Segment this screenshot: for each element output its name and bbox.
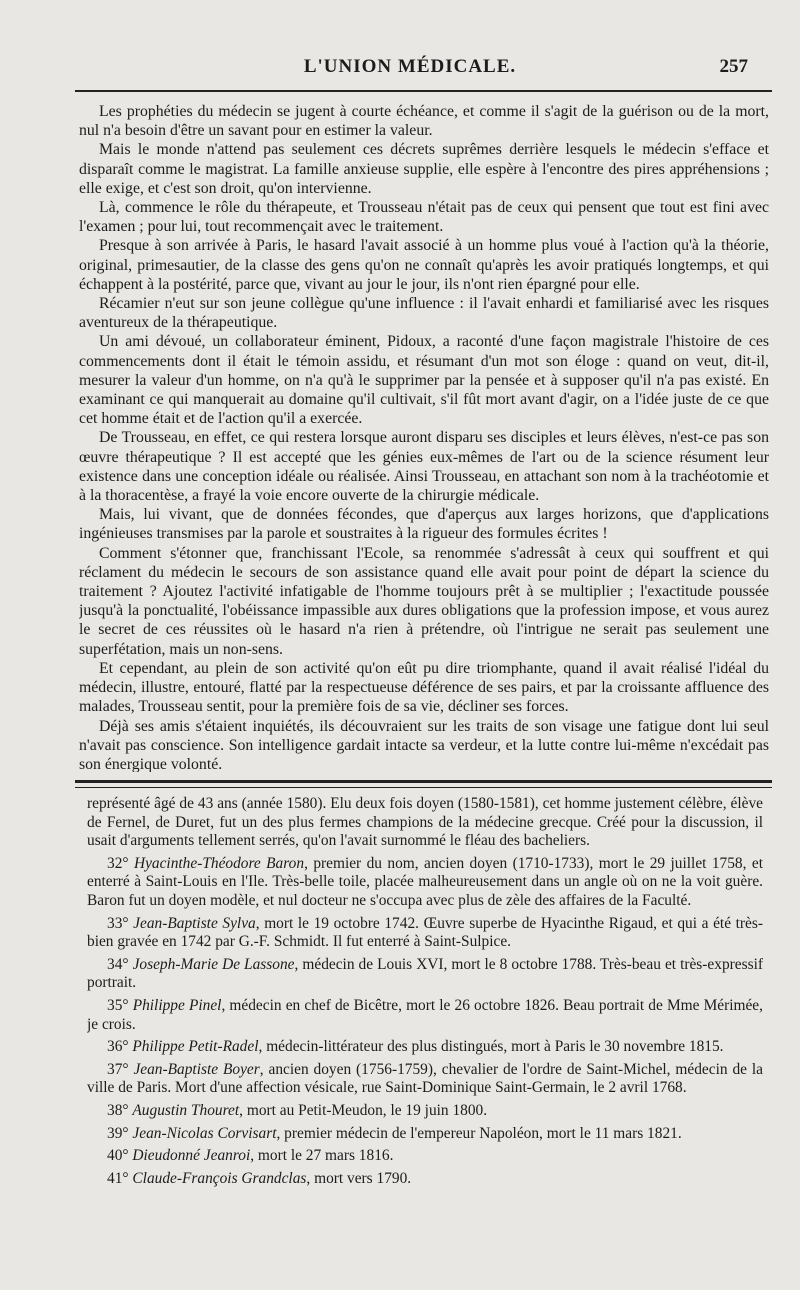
paragraph: De Trousseau, en effet, ce qui restera lorsque auront disparu ses disciples et leurs élèves, n'est-ce pas son œuvre thérapeutique ? Il est accepté que les génies eux-mêmes de l'art ou de la science résument leur existence dans une conception idéale ou réalisée. Ainsi Trousseau, en attachant son nom à la trachéotomie et à la thoracentèse, a frayé la voie encore ouverte de la chirurgie médicale. [79,429,769,505]
entry-name: Augustin Thouret [132,1101,240,1119]
paragraph: Et cependant, au plein de son activité qu'on eût pu dire triomphante, quand il avait réalisé l'idéal du médecin, illustre, entouré, flatté par la respectueuse déférence de ses pairs, et par la croissante affluence des malades, Trousseau sentit, pour la première fois de sa vie, décliner ses forces. [79,659,769,716]
paragraph: Déjà ses amis s'étaient inquiétés, ils découvraient sur les traits de son visage une fatigue dont lui seul n'avait pas conscience. Son intelligence gardait intacte sa verdeur, et la lutte contre lui-même n'excédait pas son énergique volonté. [79,717,769,772]
paragraph: Là, commence le rôle du thérapeute, et Trousseau n'était pas de ceux qui pensent que tout est fini avec l'examen ; pour lui, tout recommençait avec le traitement. [79,199,769,236]
page-number: 257 [719,56,748,77]
footnote-continuation: représenté âgé de 43 ans (année 1580). Elu deux fois doyen (1580-1581), cet homme justement célèbre, élève de Fernel, de Duret, fut un des plus fermes champions de la médecine grecque. Créé pour la discussion, il usait d'arguments tellement serrés, qu'on l'avait surnommé le fléau des bacheliers. [87,795,763,850]
footnote-entry [87,1147,763,1166]
footnote-rule-thin [75,787,772,788]
footnote-entry [87,1038,763,1057]
footnotes [87,795,763,1265]
entry-text: , mort le 19 octobre 1742. Œuvre superbe de Hyacinthe Rigaud, et qui a été très-bien gravée en 1742 par G.-F. Schmidt. Il fut enterré à Saint-Sulpice. [87,914,763,951]
entry-number: 39° [107,1124,129,1142]
entry-number: 41° [107,1169,129,1187]
entry-text: , médecin-littérateur des plus distingués, mort à Paris le 30 novembre 1815. [258,1038,724,1056]
entry-text: , mort vers 1790. [306,1169,412,1187]
paragraph: Récamier n'eut sur son jeune collègue qu'une influence : il l'avait enhardi et familiarisé avec les risques aventureux de la thérapeutique. [79,295,769,332]
entry-text: , mort au Petit-Meudon, le 19 juin 1800. [239,1101,488,1119]
footnote-rule [75,780,772,783]
footnote-entry [87,1170,763,1189]
paragraph: Les prophéties du médecin se jugent à courte échéance, et comme il s'agit de la guérison ou de la mort, nul n'a besoin d'être un savant pour en estimer la valeur. [79,103,769,140]
entry-number: 33° [107,914,129,932]
entry-name: Philippe Pinel [132,996,222,1014]
footnote-entry [87,1102,763,1121]
page-header [60,56,760,86]
footnote-entry [87,956,763,993]
header-rule [75,90,772,92]
footnote-entry [87,1125,763,1144]
entry-number: 34° [107,955,129,973]
entry-name: Hyacinthe-Théodore Baron [133,854,305,872]
entry-text: , premier médecin de l'empereur Napoléon, mort le 11 mars 1821. [276,1124,682,1142]
entry-text: , médecin de Louis XVI, mort le 8 octobre 1788. Très-beau et très-expressif portrait. [87,955,763,992]
entry-name: Jean-Baptiste Sylva [133,914,256,932]
running-title: L'UNION MÉDICALE. [303,56,517,77]
entry-number: 37° [107,1060,129,1078]
entry-name: Joseph-Marie De Lassone [132,955,295,973]
paragraph: Un ami dévoué, un collaborateur éminent, Pidoux, a raconté d'une façon magistrale l'histoire de ces commencements dont il était le témoin assidu, et résumant d'un mot son éloge : quand on veut, dit-il, mesurer la valeur d'un homme, on n'a qu'à le supprimer par la pensée et à supposer qu'il n'a pas existé. En examinant ce qui manquerait au domaine qu'il cultivait, s'il fût mort avant d'agir, on a l'idée juste de ce que cet homme était et de l'action qu'il a exercée. [79,333,769,428]
entry-name: Jean-Nicolas Corvisart [132,1124,277,1142]
paragraph: Mais, lui vivant, que de données fécondes, que d'aperçus aux larges horizons, que d'applications ingénieuses transmises par la parole et soustraites à la rigueur des formules écrites ! [79,506,769,543]
paragraph: Presque à son arrivée à Paris, le hasard l'avait associé à un homme plus voué à l'action qu'à la théorie, original, primesautier, de la classe des gens qu'on ne connaît qu'après les avoir pratiqués longtemps, et qui échappent à la postérité, parce que, vivant au jour le jour, ils n'ont rien épargné pour elle. [79,237,769,293]
entry-name: Claude-François Grandclas [132,1169,307,1187]
entry-name: Dieudonné Jeanroi [132,1147,251,1165]
entry-number: 32° [107,854,129,872]
entry-number: 36° [107,1038,129,1056]
footnote-entry [87,1061,763,1098]
entry-text: , premier du nom, ancien doyen (1710-1733), mort le 29 juillet 1758, et enterré à Saint-Louis en l'Ile. Très-belle toile, placée malheureusement dans un angle où on ne la voit guère. Baron fut un doyen modèle, et nul docteur ne s'occupa avec plus de zèle des affaires de la Faculté. [87,854,763,909]
footnote-entry [87,915,763,952]
entry-number: 38° [107,1101,129,1119]
entry-text: , ancien doyen (1756-1759), chevalier de l'ordre de Saint-Michel, médecin de la ville de Paris. Mort d'une affection vésicale, rue Saint-Dominique Saint-Germain, le 2 avril 1768. [87,1060,763,1097]
entry-text: , mort le 27 mars 1816. [250,1147,394,1165]
paragraph: Mais le monde n'attend pas seulement ces décrets suprêmes derrière lesquels le médecin s'efface et disparaît comme le magistrat. La famille anxieuse supplie, elle espère à l'encontre des pires appréhensions ; elle exige, et c'est son droit, qu'on intervienne. [79,141,769,197]
entry-name: Jean-Baptiste Boyer [133,1060,260,1078]
entry-text: , médecin en chef de Bicêtre, mort le 26 octobre 1826. Beau portrait de Mme Mérimée, je crois. [87,996,763,1033]
footnote-entry [87,997,763,1034]
main-text [79,102,769,772]
entry-number: 40° [107,1147,129,1165]
paragraph: Comment s'étonner que, franchissant l'Ecole, sa renommée s'adressât à ceux qui souffrent et qui réclament du médecin le secours de son assistance quand elle avait pour point de départ la science du traitement ? Ajoutez l'activité infatigable de l'homme toujours prêt à se multiplier ; l'exactitude poussée jusqu'à la ponctualité, l'obéissance impassible aux dures obligations que la profession impose, et vous aurez le secret de ces réussites où le hasard n'a rien à prétendre, où l'intrigue ne serait pas seulement une superfétation, mais un non-sens. [79,544,769,658]
entry-name: Philippe Petit-Radel [132,1038,259,1056]
entry-number: 35° [107,996,129,1014]
footnote-entry [87,855,763,911]
